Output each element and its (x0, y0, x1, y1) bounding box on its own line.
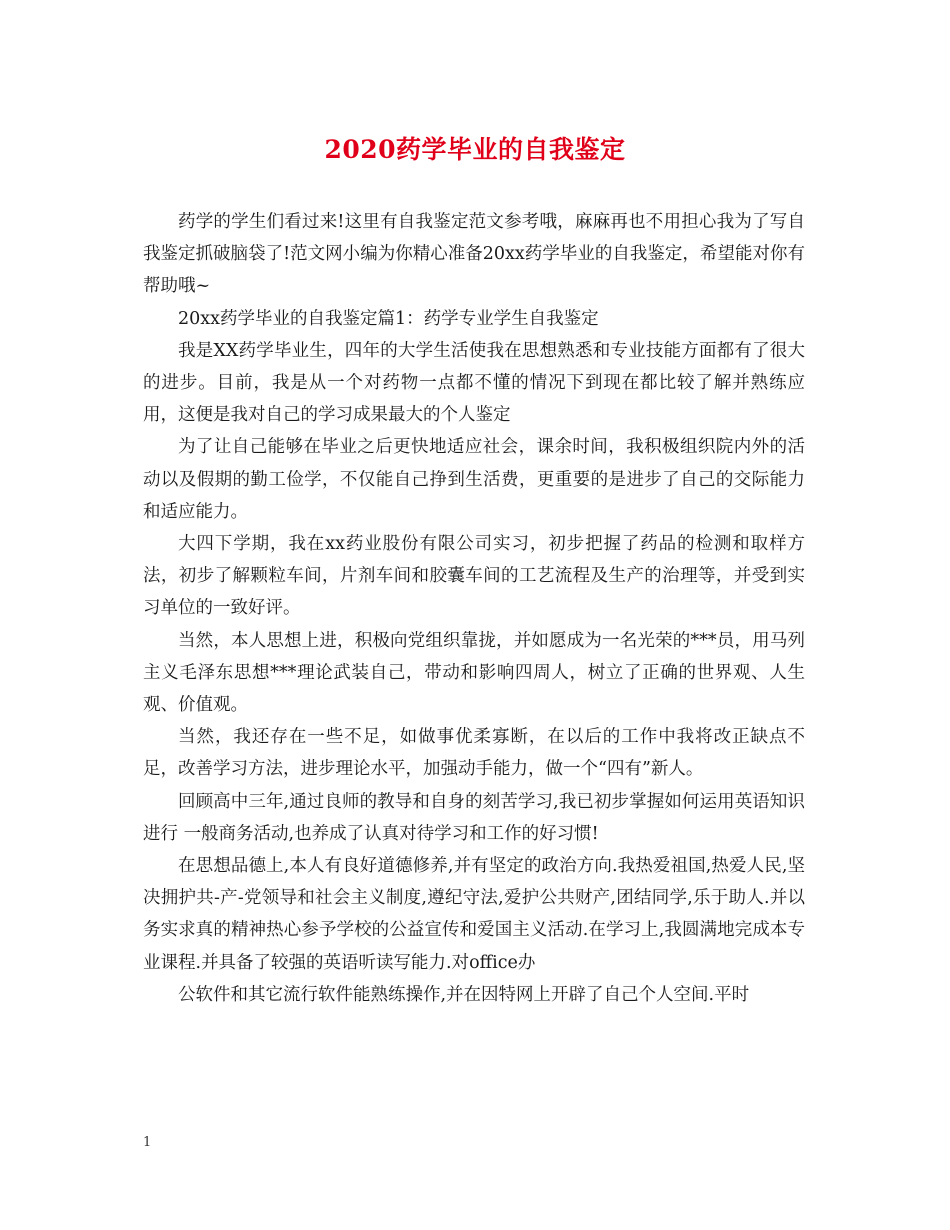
document-body (143, 206, 805, 1011)
paragraph-ideology: 当然，本人思想上进，积极向党组织靠拢，并如愿成为一名光荣的***员，用马列主义毛泽东思想***理论武装自己，带动和影响四周人，树立了正确的世界观、人生观、价值观。 (143, 630, 805, 716)
paragraph-software-skills: 公软件和其它流行软件能熟练操作,并在因特网上开辟了自己个人空间.平时 (178, 984, 750, 1005)
page-number: 1 (143, 1135, 152, 1150)
paragraph-intro: 药学的学生们看过来!这里有自我鉴定范文参考哦，麻麻再也不用担心我为了写自我鉴定抓破脑袋了!范文网小编为你精心准备20xx药学毕业的自我鉴定，希望能对你有帮助哦~ (143, 212, 805, 297)
paragraph-high-school: 回顾高中三年,通过良师的教导和自身的刻苦学习,我已初步掌握如何运用英语知识进行 一般商务活动,也养成了认真对待学习和工作的好习惯! (143, 791, 805, 844)
paragraph-progress: 我是XX药学毕业生，四年的大学生活使我在思想熟悉和专业技能方面都有了很大的进步。目前，我是从一个对药物一点都不懂的情况下到现在都比较了解并熟练应用，这便是我对自己的学习成果最大的个人鉴定 (143, 340, 805, 426)
paragraph-shortcomings: 当然，我还存在一些不足，如做事优柔寡断，在以后的工作中我将改正缺点不足，改善学习方法，进步理论水平，加强动手能力，做一个“四有”新人。 (143, 727, 805, 780)
paragraph-moral-character: 在思想品德上,本人有良好道德修养,并有坚定的政治方向.我热爱祖国,热爱人民,坚决拥护共-产-党领导和社会主义制度,遵纪守法,爱护公共财产,团结同学,乐于助人.并以务实求真的精神热心参予学校的公益宣传和爱国主义活动.在学习上,我圆满地完成本专业课程.并具备了较强的英语听读写能力.对office办 (143, 856, 805, 973)
document-title: 2020药学毕业的自我鉴定 (324, 135, 626, 164)
paragraph-internship: 大四下学期，我在xx药业股份有限公司实习，初步把握了药品的检测和取样方法，初步了解颗粒车间，片剂车间和胶囊车间的工艺流程及生产的治理等，并受到实习单位的一致好评。 (143, 534, 805, 619)
paragraph-section-heading: 20xx药学毕业的自我鉴定篇1：药学专业学生自我鉴定 (178, 308, 599, 329)
paragraph-activities: 为了让自己能够在毕业之后更快地适应社会，课余时间，我积极组织院内外的活动以及假期的勤工俭学，不仅能自己挣到生活费，更重要的是进步了自己的交际能力和适应能力。 (143, 437, 805, 522)
